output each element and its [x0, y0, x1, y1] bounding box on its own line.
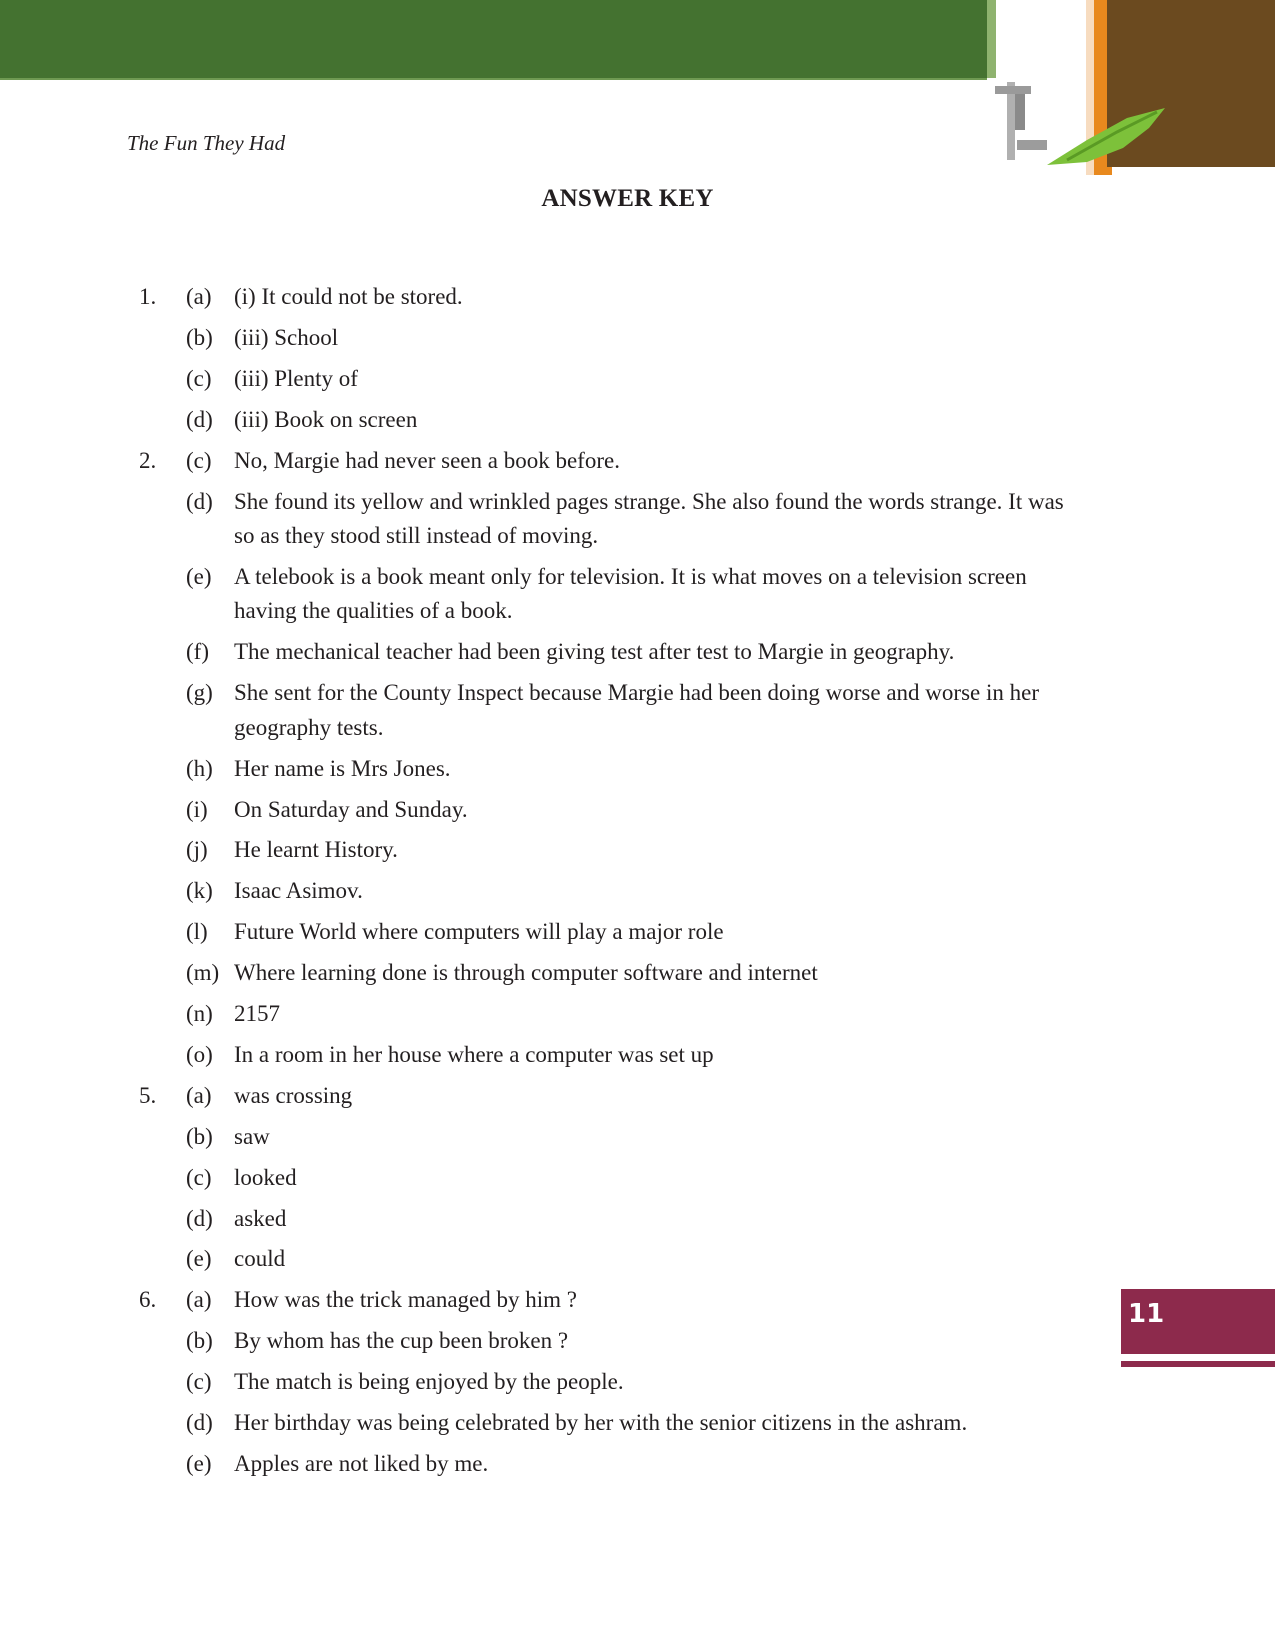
answer-text-line: No, Margie had never seen a book before. [234, 447, 620, 473]
answer-text-line: The mechanical teacher had been giving test after test to Margie in geography. [234, 639, 955, 665]
answer-text-line: He learnt History. [234, 837, 398, 863]
answer-text [234, 1283, 1124, 1318]
question-number: 6. [139, 1287, 157, 1313]
answer-label: (d) [186, 406, 213, 432]
answer-label: (b) [186, 1123, 213, 1149]
answer-text [234, 1447, 1124, 1482]
answer-text [234, 793, 1124, 828]
answer-text-line: She sent for the County Inspect because Margie had been doing worse and worse in her [234, 680, 1039, 706]
answer-text-line: Where learning done is through computer software and internet [234, 960, 818, 986]
answer-text [234, 321, 1124, 356]
answer-label: (c) [186, 447, 212, 473]
answer-text [234, 1406, 1124, 1441]
answer-label: (o) [186, 1041, 213, 1067]
answer-text [234, 915, 1124, 950]
answer-text-line: By whom has the cup been broken ? [234, 1328, 569, 1354]
answer-text-line: geography tests. [234, 714, 384, 740]
answer-text [234, 635, 1124, 670]
answer-text-line: Her birthday was being celebrated by her with the senior citizens in the ashram. [234, 1410, 968, 1435]
answer-label: (h) [186, 755, 213, 781]
answer-text-line: She found its yellow and wrinkled pages strange. She also found the words strange. It was [234, 488, 1064, 514]
answer-label: (c) [186, 1369, 212, 1395]
answer-text [234, 997, 1124, 1032]
answer-text [234, 280, 1124, 315]
answer-text [234, 1161, 1124, 1196]
answer-text-line: The match is being enjoyed by the people. [234, 1369, 624, 1395]
answer-text [234, 362, 1124, 397]
answer-label: (a) [186, 1082, 212, 1108]
answer-label: (b) [186, 1328, 213, 1354]
answer-text-line: (iii) Plenty of [234, 365, 358, 391]
answer-text [234, 560, 1124, 629]
answer-text-line: Isaac Asimov. [234, 878, 363, 904]
answer-label: (k) [186, 878, 213, 904]
answer-text [234, 874, 1124, 909]
answer-label: (d) [186, 488, 213, 514]
answer-text-line: In a room in her house where a computer was set up [234, 1041, 714, 1067]
answer-text [234, 485, 1124, 554]
answer-label: (i) [186, 796, 208, 822]
answer-label: (c) [186, 365, 212, 391]
answer-label: (f) [186, 639, 209, 665]
answer-text [234, 1324, 1124, 1359]
answer-label: (a) [186, 1287, 212, 1313]
answer-text-line: having the qualities of a book. [234, 598, 513, 624]
page-tab-underline [1121, 1361, 1275, 1367]
answer-label: (b) [186, 324, 213, 350]
page-title: ANSWER KEY [541, 185, 714, 212]
answer-text [234, 403, 1124, 438]
answer-text [234, 956, 1124, 991]
answer-text [234, 1242, 1124, 1277]
answer-label: (l) [186, 919, 208, 945]
answer-label: (d) [186, 1410, 213, 1435]
answer-text-line: could [234, 1246, 286, 1272]
answer-label: (g) [186, 680, 213, 706]
answer-label: (a) [186, 284, 212, 309]
answer-text-line: (iii) Book on screen [234, 406, 418, 432]
answer-text-line: was crossing [234, 1082, 353, 1108]
answer-label: (e) [186, 1450, 212, 1476]
answer-label: (e) [186, 1246, 212, 1272]
question-number: 2. [139, 447, 157, 473]
answer-label: (d) [186, 1205, 213, 1231]
corner-decoration-graphic [987, 0, 1275, 175]
answer-label: (m) [186, 960, 220, 986]
answer-text-line: On Saturday and Sunday. [234, 796, 468, 822]
answer-label: (j) [186, 837, 208, 863]
answer-label: (n) [186, 1001, 213, 1026]
question-number: 5. [139, 1082, 157, 1108]
answer-text-line: Apples are not liked by me. [234, 1450, 489, 1476]
answer-text [234, 1038, 1124, 1073]
header-green-bar [0, 0, 987, 78]
answer-text [234, 1365, 1124, 1400]
answer-text [234, 1202, 1124, 1237]
header-bar-edge [0, 78, 987, 80]
answer-text-line: A telebook is a book meant only for television. It is what moves on a television screen [234, 563, 1027, 589]
question-number: 1. [139, 284, 157, 309]
answer-text [234, 676, 1124, 745]
page-number: 11 [1128, 1299, 1165, 1329]
answer-text-line: How was the trick managed by him ? [234, 1287, 577, 1313]
answer-text [234, 1120, 1124, 1155]
running-title: The Fun They Had [127, 131, 286, 155]
answer-text [234, 833, 1124, 868]
answer-text-line: looked [234, 1164, 297, 1190]
answer-text [234, 444, 1124, 479]
answer-text-line: asked [234, 1205, 287, 1231]
answer-text-line: (i) It could not be stored. [234, 284, 463, 309]
answer-text-line: Future World where computers will play a major role [234, 919, 724, 945]
answer-text-line: Her name is Mrs Jones. [234, 755, 451, 781]
answer-text-line: saw [234, 1123, 270, 1149]
answer-text [234, 1079, 1124, 1114]
answer-text-line: so as they stood still instead of moving. [234, 523, 599, 548]
answer-label: (e) [186, 563, 212, 589]
answer-text-line: (iii) School [234, 324, 339, 350]
answer-label: (c) [186, 1164, 212, 1190]
answer-text-line: 2157 [234, 1001, 280, 1026]
answer-text [234, 752, 1124, 787]
